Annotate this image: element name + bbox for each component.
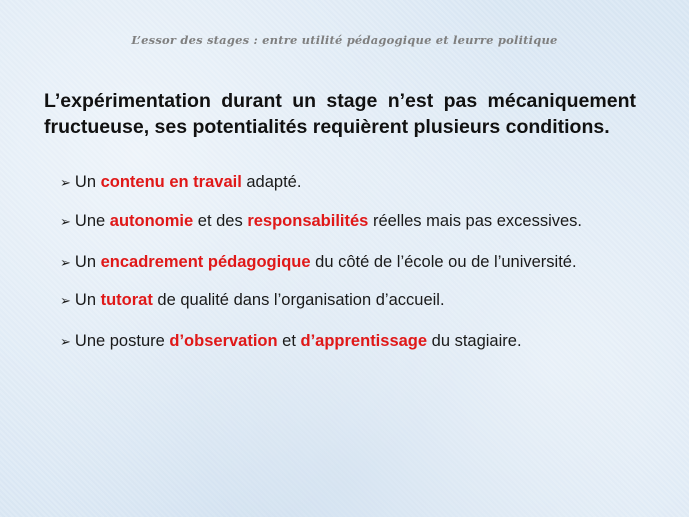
bullet-text: de qualité dans l’organisation d’accueil. (152, 291, 445, 309)
bullet-item-tutorat (60, 290, 445, 311)
arrow-bullet-icon: ➢ (60, 334, 71, 349)
intro-paragraph: L’expérimentation durant un stage n’est pas mécaniquement fructueuse, ses potentialités requièrent plusieurs conditions. (44, 90, 636, 138)
bullet-item-encadrement (60, 252, 577, 273)
arrow-bullet-icon: ➢ (60, 175, 71, 190)
highlight-text: contenu en travail (100, 173, 242, 191)
arrow-bullet-icon: ➢ (60, 214, 71, 229)
slide-header-title: L’essor des stages : entre utilité pédagogique et leurre politique (131, 33, 558, 47)
highlight-text: d’apprentissage (300, 332, 428, 350)
bullet-text: du stagiaire. (427, 332, 522, 350)
bullet-item-autonomie (60, 211, 640, 232)
highlight-text: responsabilités (247, 212, 369, 230)
bullet-text: Un (74, 253, 101, 271)
arrow-bullet-icon: ➢ (60, 255, 71, 270)
bullet-text: et des (193, 212, 248, 230)
bullet-text: du côté de l’école ou de l’université. (310, 253, 577, 271)
bullet-item-contenu (60, 172, 301, 193)
bullet-text: adapté. (241, 173, 302, 191)
bullet-text: réelles mais pas excessives. (368, 212, 583, 230)
bullet-text: Une posture (74, 332, 170, 350)
bullet-text: Un (74, 291, 101, 309)
highlight-text: encadrement pédagogique (100, 253, 311, 271)
bullet-text: Un (74, 173, 101, 191)
arrow-bullet-icon: ➢ (60, 293, 71, 308)
bullet-text: Une (74, 212, 110, 230)
highlight-text: tutorat (100, 291, 153, 309)
highlight-text: autonomie (109, 212, 194, 230)
bullet-text: et (277, 332, 301, 350)
bullet-item-posture (60, 331, 522, 352)
highlight-text: d’observation (169, 332, 278, 350)
